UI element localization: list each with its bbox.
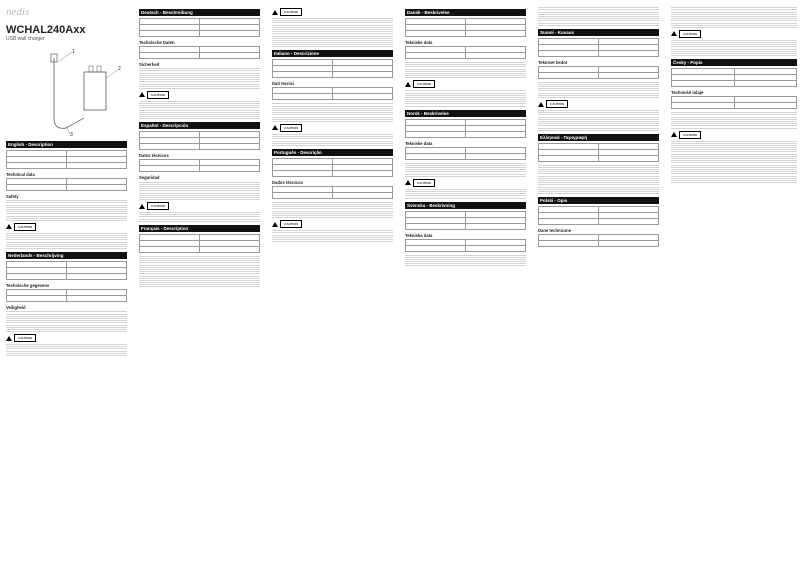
heading-seguridad: Seguridad [139,175,160,181]
heading-technische-daten: Technische Daten [139,40,175,45]
heading-safety: Safety [6,194,19,199]
heading-dane-techniczne: Dane techniczne [538,228,572,234]
heading-tekniske-data: Tekniske data [405,40,433,45]
warning-icon [139,204,145,209]
heading-tekniska-data: Tekniska data [405,232,433,238]
brand-logo: nedis [6,6,30,18]
warning-icon [139,92,145,97]
warning-icon [671,31,677,36]
parts-table [6,150,127,169]
heading-datos-tecnicos: Datos técnicos [139,153,169,159]
section-dansk: Dansk - Beskrivelse [405,9,526,16]
warning-icon [671,132,677,137]
heading-tekniset-tiedot: Tekniset tiedot [538,59,568,65]
column-1: nedis WCHAL240Axx USB wall charger 1 2 3 English - Description Technical data Safety CAUTION Nederlands - Beschrijving Technische gegevens Veiligheid CAUTION [6,6,127,563]
charger-illustration [6,48,127,138]
warning-icon [272,222,278,227]
section-italiano: Italiano - Descrizione [272,50,393,57]
product-drawing [6,48,127,138]
column-5: Suomi - Kuvaus Tekniset tiedot CAUTION Ελληνικά - Περιγραφή Polski - Opis Dane techniczne [538,6,659,563]
section-norsk: Norsk - Beskrivelse [405,110,526,117]
spec-table [6,178,127,191]
section-suomi: Suomi - Kuvaus [538,29,659,36]
column-2: Deutsch - Beschreibung Technische Daten Sicherheit CAUTION Español - Descripción Datos técnicos Seguridad CAUTION Français - Description [139,6,260,563]
warning-icon [272,10,278,15]
warning-icon [272,125,278,130]
section-deutsch: Deutsch - Beschreibung [139,9,260,16]
warning-icon [405,180,411,185]
caution-label: CAUTION [6,223,127,231]
section-english: English - Description [6,141,127,148]
model-title: WCHAL240Axx [6,24,86,36]
callout-2: 2 [118,66,121,72]
heading-tekniske-data-no: Tekniske data [405,140,433,146]
heading-sicherheit: Sicherheit [139,62,160,67]
heading-dados-tecnicos: Dados técnicos [272,179,303,185]
heading-technical-data: Technical data [6,172,35,177]
callout-3: 3 [70,132,73,138]
column-4: Dansk - Beskrivelse Tekniske data CAUTION Norsk - Beskrivelse Tekniske data CAUTION Svenska - Beskrivning Tekniska data [405,6,526,563]
warning-icon [538,102,544,107]
warning-icon [6,336,12,341]
heading-technicke-udaje: Technické údaje [671,90,704,96]
section-polski: Polski - Opis [538,197,659,204]
section-cesky: Česky - Popis [671,59,797,66]
section-ellinika: Ελληνικά - Περιγραφή [538,134,659,141]
product-subtitle: USB wall charger [6,36,45,42]
callout-1: 1 [72,49,75,55]
heading-technische-gegevens: Technische gegevens [6,283,50,289]
heading-veiligheid: Veiligheid [6,305,26,311]
heading-dati-tecnici: Dati tecnici [272,81,295,87]
section-svenska: Svenska - Beskrivning [405,202,526,209]
section-nederlands: Nederlands - Beschrijving [6,252,127,259]
column-3: CAUTION Italiano - Descrizione Dati tecnici CAUTION Português - Descrição Dados técnicos CAUTION [272,6,393,563]
warning-icon [405,82,411,87]
section-espanol: Español - Descripción [139,122,260,129]
section-portugues: Português - Descrição [272,149,393,156]
warning-icon [6,224,12,229]
column-6: CAUTION Česky - Popis Technické údaje CAUTION [671,6,797,563]
section-francais: Français - Description [139,225,260,232]
